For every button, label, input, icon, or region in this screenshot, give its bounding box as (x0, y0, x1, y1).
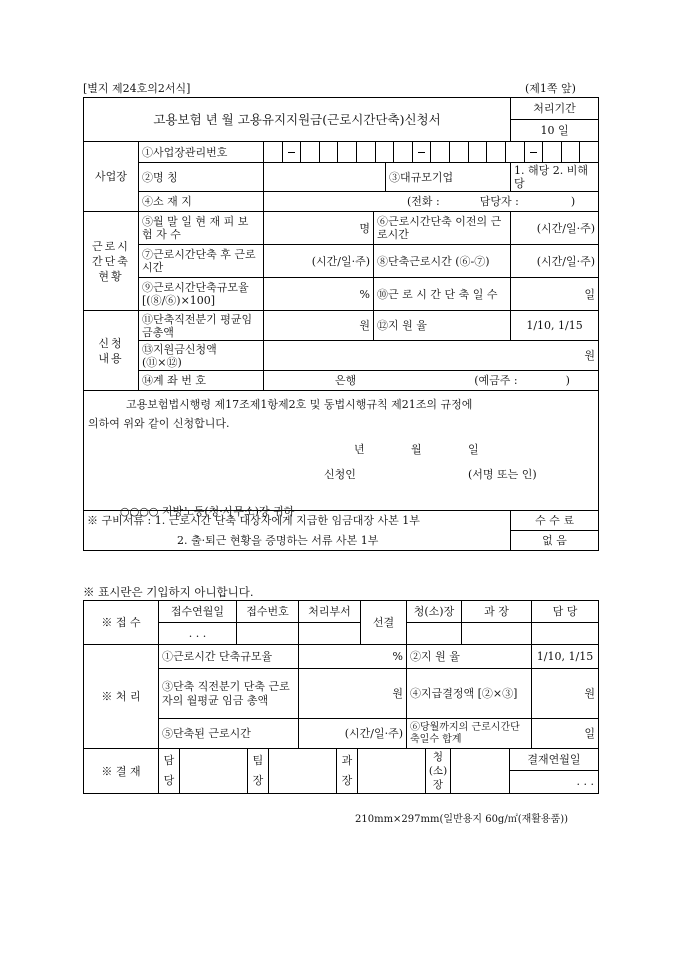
documents-item-1: 1. 근로시간 단축 대상자에게 지급한 임금대장 사본 1부 (154, 514, 420, 528)
phone-label: (전화 : (407, 195, 440, 208)
account-label: ⑭계 좌 번 호 (139, 371, 264, 391)
office-use-form (83, 600, 599, 794)
approval-date-field[interactable]: . . . (576, 775, 594, 788)
proc-r2-left-unit[interactable]: 원 (299, 669, 407, 719)
proc-r2-left-label: ③단축 직전분기 단축 근로자의 월평균 임금 총액 (159, 669, 299, 719)
proc-r3-left-unit[interactable]: (시간/일·주) (299, 719, 407, 749)
page-side-label: (제1쪽 앞) (525, 82, 576, 95)
documents-item-2: 2. 출·퇴근 현황을 증명하는 서류 사본 1부 (177, 533, 379, 547)
status-row2-right-label: ⑧단축근로시간 (⑥-⑦) (374, 245, 511, 278)
large-corp-label: ③대규모기업 (386, 163, 511, 192)
fee-value: 없 음 (511, 531, 599, 551)
holder-close-paren: ) (565, 374, 570, 387)
bank-label: 은행 (335, 374, 357, 387)
mgmt-no-label: ①사업장관리번호 (139, 142, 264, 163)
proc-r1-left-unit[interactable]: % (299, 645, 407, 669)
approval-section-sign[interactable] (358, 749, 426, 793)
declaration-block (84, 391, 599, 518)
applicant-label: 신청인 (324, 468, 356, 481)
receipt-no-field[interactable] (237, 623, 299, 645)
status-row3-right-label: ⑩근 로 시 간 단 축 일 수 (374, 278, 511, 311)
approval-staff-sign[interactable] (180, 749, 248, 793)
receipt-date-field[interactable]: . . . (159, 623, 237, 645)
status-section-cell (84, 212, 139, 311)
status-row3-right-unit[interactable]: 일 (511, 278, 599, 311)
account-field[interactable] (264, 371, 599, 391)
declaration-text-2: 의하여 위와 같이 신청합니다. (88, 417, 230, 430)
declaration-text-1: 고용보험법시행령 제17조제1항제2호 및 동법시행규칙 제21조의 규정에 (126, 398, 473, 411)
documents-row-2 (84, 531, 511, 551)
proc-r2-right-unit[interactable]: 원 (532, 669, 599, 719)
documents-label: ※ 구비서류 : (87, 514, 152, 528)
form-title: 고용보험 년 월 고용유지지원금(근로시간단축)신청서 (84, 98, 511, 142)
status-section-label: 근로시간단축현황 (92, 239, 130, 283)
approval-section-label: 과장 (337, 749, 358, 793)
date-day: 일 (468, 443, 479, 456)
address-label: ④소 재 지 (139, 192, 264, 212)
approval-staff-label: 담당 (159, 749, 180, 793)
holder-label: (예금주 : (474, 374, 518, 387)
support-rate-value: 1/10, 1/15 (511, 311, 599, 341)
status-row1-left-label: ⑤월 말 일 현 재 피 보 험 자 수 (139, 212, 264, 245)
proc-r3-right-unit[interactable]: 일 (532, 719, 599, 749)
status-row3-left-unit[interactable]: % (264, 278, 374, 311)
support-rate-label: ⑫지 원 율 (374, 311, 511, 341)
status-row2-right-unit[interactable]: (시간/일·주) (511, 245, 599, 278)
proc-r1-right-label: ②지 원 율 (407, 645, 532, 669)
address-close-paren: ) (570, 195, 576, 208)
application-section-label: 신청내용 (98, 336, 124, 365)
proc-r3-left-label: ⑤단축된 근로시간 (159, 719, 299, 749)
section-head-sign-field[interactable] (462, 623, 532, 645)
claim-amount-label: ⑬지원금신청액 (⑪×⑫) (139, 341, 264, 371)
date-month: 월 (411, 443, 422, 456)
addressee: ○○○○ 지방노동(청·사무소)장 귀하 (120, 505, 295, 518)
staff-header: 담 당 (532, 601, 599, 623)
receipt-no-header: 접수번호 (237, 601, 299, 623)
fee-label: 수 수 료 (511, 511, 599, 531)
status-row1-left-unit[interactable]: 명 (264, 212, 374, 245)
chief-header: 청(소)장 (407, 601, 462, 623)
claim-amount-unit[interactable]: 원 (264, 341, 599, 371)
avg-wage-unit[interactable]: 원 (264, 311, 374, 341)
date-year: 년 (354, 443, 365, 456)
address-field[interactable] (264, 192, 599, 212)
proc-r1-right-value: 1/10, 1/15 (532, 645, 599, 669)
pre-approval-label: 선결 (361, 601, 407, 645)
receipt-dept-field[interactable] (299, 623, 361, 645)
processing-period-label: 처리기간 (511, 98, 599, 120)
section-head-header: 과 장 (462, 601, 532, 623)
proc-r3-right-label: ⑥당월까지의 근로시간단축일수 합계 (407, 719, 532, 749)
paper-spec-footer: 210mm×297mm(일반용지 60g/㎡(재활용품)) (355, 814, 569, 825)
manager-label: 담당자 : (479, 195, 519, 208)
office-use-note: ※ 표시란은 기입하지 아니합니다. (83, 585, 254, 599)
status-row1-right-unit[interactable]: (시간/일·주) (511, 212, 599, 245)
processing-label: ※ 처 리 (84, 645, 159, 749)
form-reference: [별지 제24호의2서식] (83, 82, 191, 95)
receipt-date-header: 접수연월일 (159, 601, 237, 623)
application-section-cell (84, 311, 139, 391)
approval-team-sign[interactable] (269, 749, 337, 793)
proc-r2-right-label: ④지급결정액 [②×③] (407, 669, 532, 719)
receipt-dept-header: 처리부서 (299, 601, 361, 623)
receipt-label: ※ 접 수 (84, 601, 159, 645)
status-row2-left-label: ⑦근로시간단축 후 근로시간 (139, 245, 264, 278)
approval-chief-sign[interactable] (451, 749, 510, 793)
approval-team-label: 팀장 (248, 749, 269, 793)
status-row1-right-label: ⑥근로시간단축 이전의 근로시간 (374, 212, 511, 245)
business-name-label: ②명 칭 (139, 163, 264, 192)
approval-chief-label: 청(소)장 (426, 749, 451, 793)
status-row2-left-unit[interactable]: (시간/일·주) (264, 245, 374, 278)
approval-date-label: 결재연월일 (510, 749, 598, 771)
business-name-field[interactable] (264, 163, 386, 192)
processing-period-value: 10 일 (511, 120, 599, 142)
avg-wage-label: ⑪단축직전분기 평균임금총액 (139, 311, 264, 341)
mgmt-no-boxes[interactable] (264, 142, 599, 163)
signature-label: (서명 또는 인) (468, 468, 537, 481)
business-section-label: 사업장 (84, 142, 139, 212)
chief-sign-field[interactable] (407, 623, 462, 645)
proc-r1-left-label: ①근로시간 단축규모율 (159, 645, 299, 669)
application-form (83, 97, 599, 551)
large-corp-options[interactable]: 1. 해당 2. 비해당 (511, 163, 599, 192)
staff-sign-field[interactable] (532, 623, 599, 645)
approval-grid (159, 749, 599, 794)
approval-label: ※ 결 재 (84, 749, 159, 794)
status-row3-left-label: ⑨근로시간단축규모율 [(⑧/⑥)×100] (139, 278, 264, 311)
